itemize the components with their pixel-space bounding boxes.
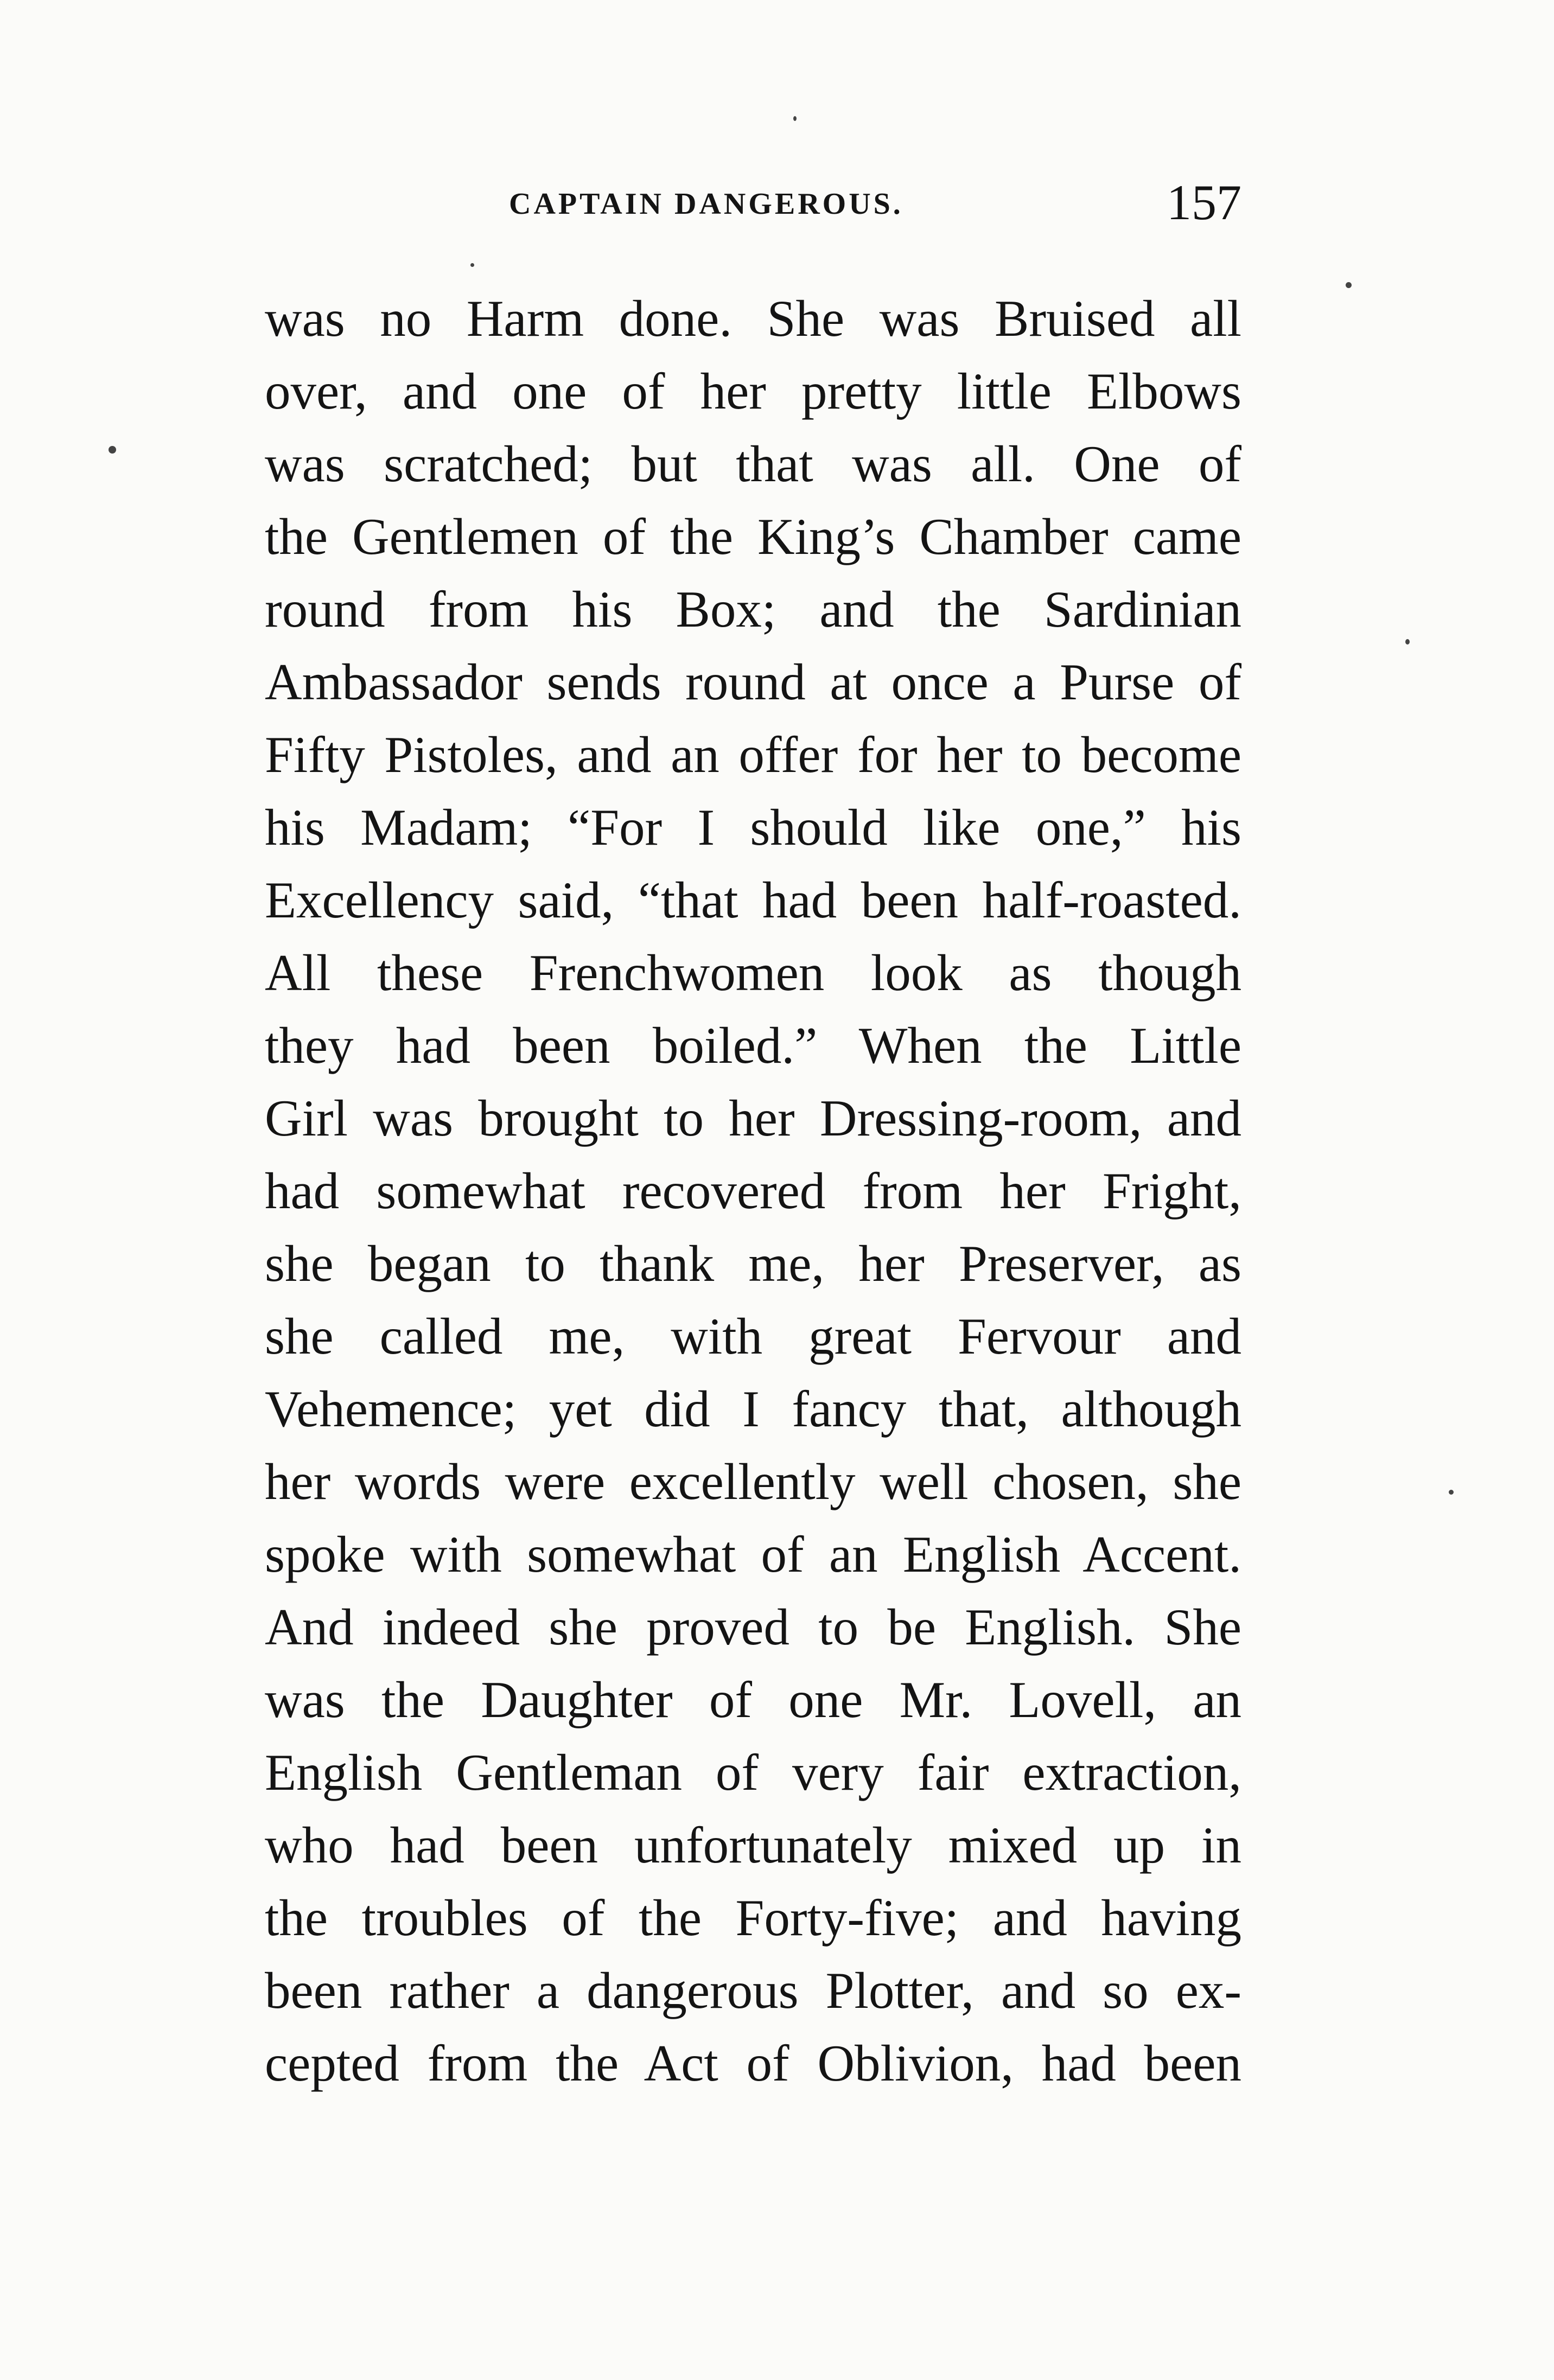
scan-speck xyxy=(1346,282,1352,288)
scan-speck xyxy=(1449,1490,1454,1495)
text-line: Excellency said, “that had been half-roasted. xyxy=(265,871,1241,929)
text-line: And indeed she proved to be English. She xyxy=(265,1598,1241,1656)
text-line: they had been boiled.” When the Little xyxy=(265,1017,1241,1074)
text-line: was no Harm done. She was Bruised all xyxy=(265,290,1241,347)
text-line: she called me, with great Fervour and xyxy=(265,1307,1241,1365)
text-line: she began to thank me, her Preserver, as xyxy=(265,1235,1241,1292)
page-number: 157 xyxy=(1167,175,1241,230)
text-line: Ambassador sends round at once a Purse of xyxy=(265,653,1241,711)
text-line: was scratched; but that was all. One of xyxy=(265,435,1241,493)
text-line: had somewhat recovered from her Fright, xyxy=(265,1162,1241,1220)
text-line: round from his Box; and the Sardinian xyxy=(265,580,1241,638)
scan-speck xyxy=(470,263,474,267)
text-line: cepted from the Act of Oblivion, had been xyxy=(265,2034,1241,2092)
text-line: was the Daughter of one Mr. Lovell, an xyxy=(265,1671,1241,1728)
text-line: Vehemence; yet did I fancy that, although xyxy=(265,1380,1241,1438)
text-line: Girl was brought to her Dressing-room, and xyxy=(265,1089,1241,1147)
scan-speck xyxy=(793,116,797,121)
text-line: her words were excellently well chosen, she xyxy=(265,1453,1241,1510)
text-line: the Gentlemen of the King’s Chamber came xyxy=(265,508,1241,565)
running-head xyxy=(265,175,1241,239)
text-line: Fifty Pistoles, and an offer for her to become xyxy=(265,726,1241,783)
text-line: over, and one of her pretty little Elbows xyxy=(265,362,1241,420)
text-line: his Madam; “For I should like one,” his xyxy=(265,799,1241,856)
text-line: All these Frenchwomen look as though xyxy=(265,944,1241,1001)
text-line: been rather a dangerous Plotter, and so ex- xyxy=(265,1962,1241,2019)
text-line: English Gentleman of very fair extraction, xyxy=(265,1744,1241,1801)
text-line: spoke with somewhat of an English Accent. xyxy=(265,1526,1241,1583)
running-title: CAPTAIN DANGEROUS. xyxy=(509,187,903,221)
text-line: who had been unfortunately mixed up in xyxy=(265,1816,1241,1874)
body-text xyxy=(265,282,1241,2100)
text-line: the troubles of the Forty-five; and having xyxy=(265,1889,1241,1947)
scan-speck xyxy=(1405,639,1410,645)
scan-speck xyxy=(109,446,116,454)
